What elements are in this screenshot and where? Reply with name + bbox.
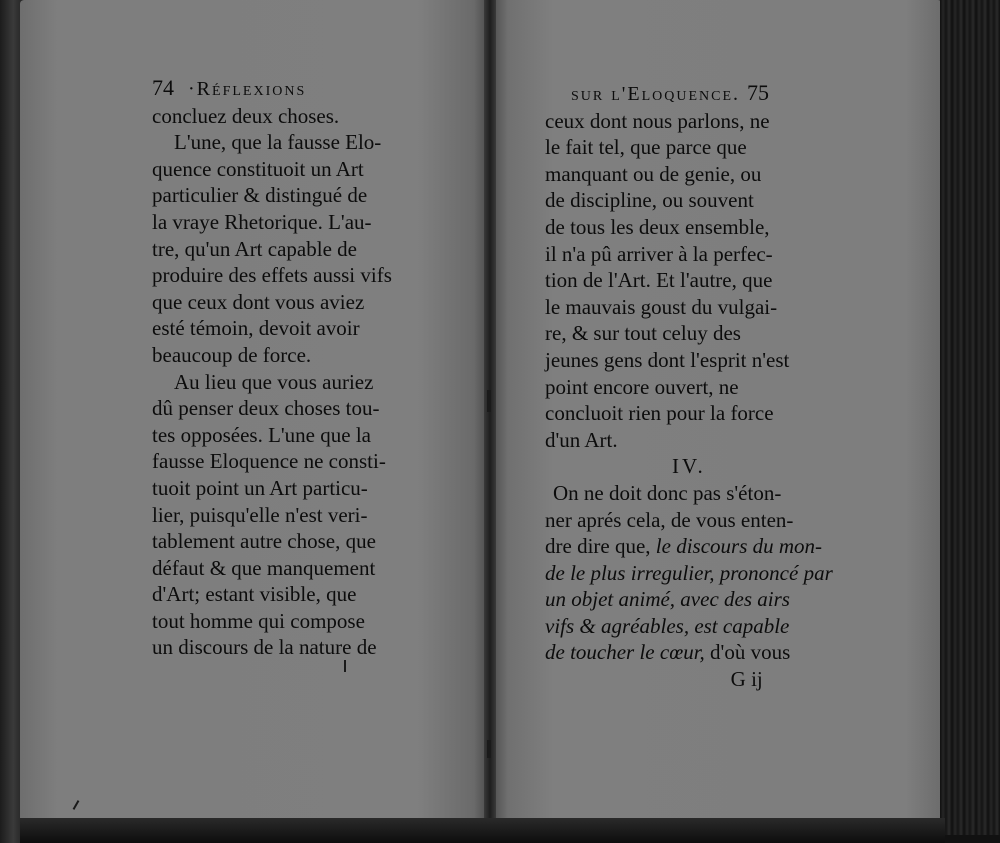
text-line: re, & sur tout celuy des [545,321,741,346]
right-page-text [545,80,833,693]
text-line: dû penser deux choses tou- [152,396,380,421]
right-running-header [545,80,833,108]
left-page-text [152,75,392,661]
text-line: que ceux dont vous aviez [152,289,365,314]
text-line: de tous les deux ensemble, [545,214,770,239]
text-run: d'où vous [704,640,791,665]
text-line: tuoit point un Art particu- [152,475,368,500]
page-number-right: 75 [747,80,770,105]
ink-speck [344,660,346,672]
text-line: Au lieu que vous auriez [174,369,374,394]
section-number: IV. [672,454,706,479]
book-fore-edge [940,0,1000,835]
text-run-italic: le discours du mon- [655,534,823,559]
text-line: manquant ou de genie, ou [545,161,762,186]
book-bottom-edge [20,818,945,843]
text-line: tout homme qui compose [152,608,365,633]
gutter-mark [487,740,491,758]
text-line: tes opposées. L'une que la [152,422,371,447]
text-line: ner aprés cela, de vous enten- [545,507,794,532]
text-line: lier, puisqu'elle n'est veri- [152,502,368,527]
text-line: concluoit rien pour la force [545,401,774,426]
text-line: tablement autre chose, que [152,529,376,554]
text-line: concluez deux choses. [152,103,340,128]
gutter-mark [487,390,491,412]
running-title-right: sur l'Eloquence. [571,83,741,105]
text-line: le mauvais goust du vulgai- [545,294,778,319]
text-line: le fait tel, que parce que [545,135,747,160]
text-line-mixed [545,639,833,666]
text-line: esté témoin, devoit avoir [152,316,360,341]
text-line-italic: vifs & agréables, est capable [545,613,790,638]
text-line: il n'a pû arriver à la perfec- [545,241,773,266]
text-line: de discipline, ou souvent [545,188,754,213]
text-line: d'un Art. [545,427,618,452]
text-line: On ne doit donc pas s'éton- [553,480,782,505]
page-number-left: 74 [152,75,174,100]
signature-mark: G ij [730,667,763,692]
text-run: dre dire que, [545,534,656,559]
text-line-italic: un objet animé, avec des airs [545,587,790,612]
running-title-left: Réflexions [196,78,307,100]
text-line: quence constituoit un Art [152,156,364,181]
text-line-mixed [545,533,833,560]
text-line: tre, qu'un Art capable de [152,236,357,261]
text-line: d'Art; estant visible, que [152,582,357,607]
text-line: un discours de la nature de [152,635,377,660]
text-line: fausse Eloquence ne consti- [152,449,386,474]
text-line: défaut & que manquement [152,555,376,580]
left-running-header: 74 ·Réflexions [152,75,307,100]
text-line: beaucoup de force. [152,342,312,367]
text-line: point encore ouvert, ne [545,374,739,399]
text-line: tion de l'Art. Et l'autre, que [545,268,773,293]
text-line: ceux dont nous parlons, ne [545,108,770,133]
text-line: particulier & distingué de [152,183,368,208]
text-line-italic: de le plus irregulier, prononcé par [545,560,833,585]
text-line: jeunes gens dont l'esprit n'est [545,347,790,372]
book-left-edge [0,0,22,843]
text-line: produire des effets aussi vifs [152,263,392,288]
text-run-italic: de toucher le cœur, [545,640,705,665]
text-line: L'une, que la fausse Elo- [174,130,382,155]
text-line: la vraye Rhetorique. L'au- [152,209,372,234]
